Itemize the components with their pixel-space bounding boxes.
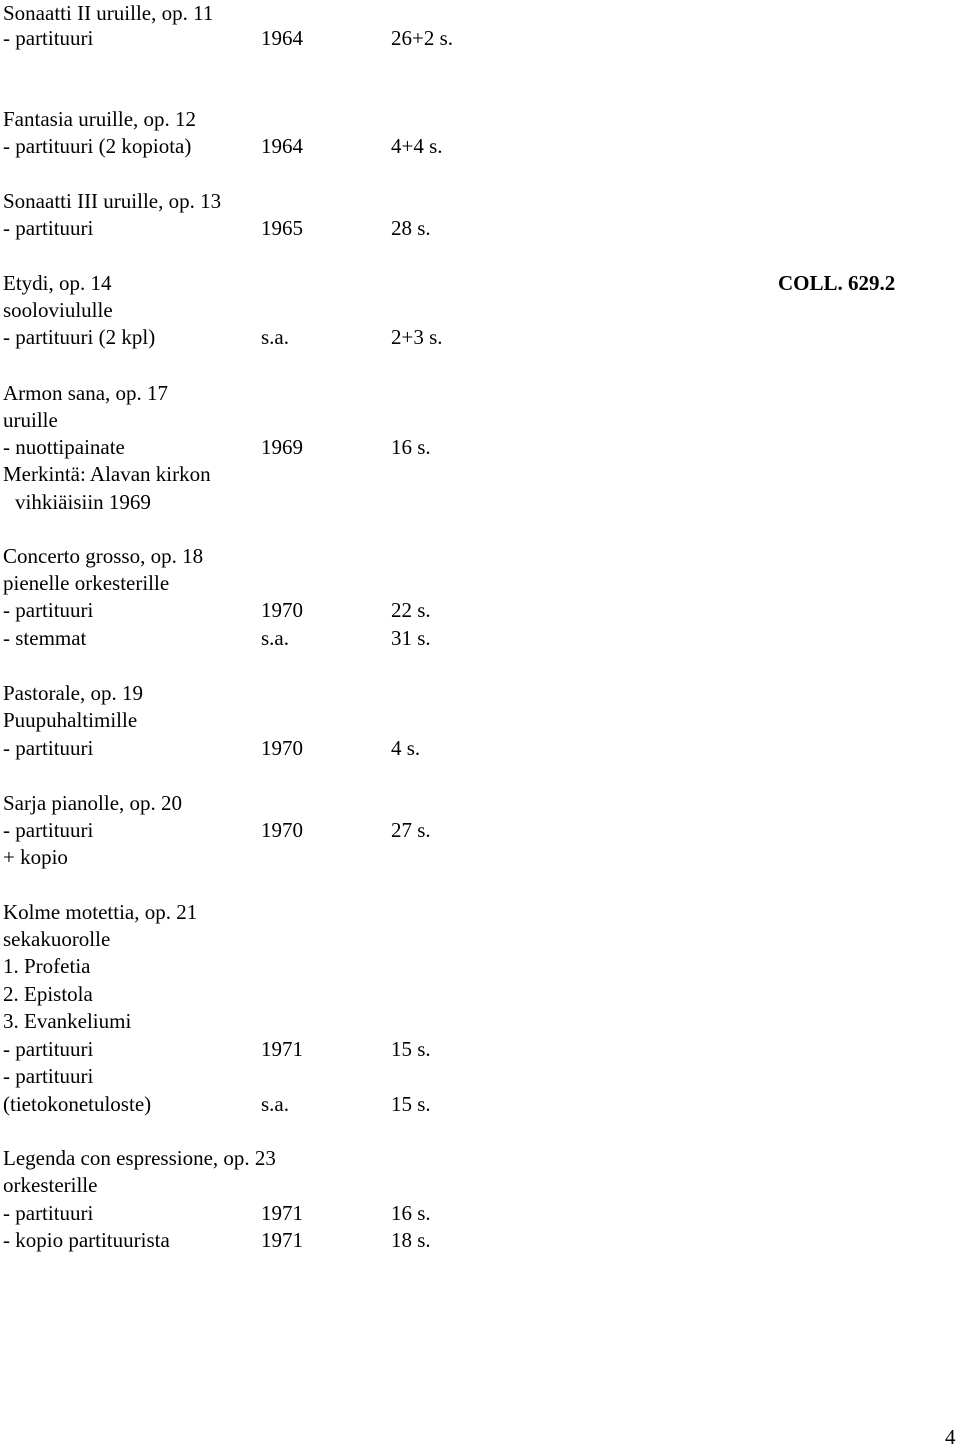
entry-year: 1964 [261,134,303,158]
catalog-line [0,543,960,570]
catalog-line [0,735,960,762]
entry-text: Armon sana, op. 17 [3,381,169,405]
catalog-line [0,707,960,734]
entry-text-indented: vihkiäisiin 1969 [15,490,151,514]
entry-text: Concerto grosso, op. 18 [3,544,204,568]
catalog-line [0,1227,960,1254]
entry-text: - partituuri [3,736,94,760]
entry-text: Legenda con espressione, op. 23 [3,1146,276,1170]
entry-text: - partituuri (2 kpl) [3,325,156,349]
entry-text: Fantasia uruille, op. 12 [3,107,197,131]
entry-text: Etydi, op. 14 [3,271,112,295]
catalog-line [0,899,960,926]
entry-text: Sonaatti III uruille, op. 13 [3,189,222,213]
entry-text: Kolme motettia, op. 21 [3,900,198,924]
entry-text: Pastorale, op. 19 [3,681,143,705]
entry-text: - kopio partituurista [3,1228,170,1252]
entry-text: - partituuri [3,1037,94,1061]
entry-year: 1969 [261,435,303,459]
catalog-line [0,380,960,407]
entry-pages: 15 s. [391,1092,431,1116]
catalog-line [0,0,960,27]
entry-text: - nuottipainate [3,435,125,459]
entry-text: Sarja pianolle, op. 20 [3,791,183,815]
entry-text: - partituuri [3,26,94,50]
entry-text: sekakuorolle [3,927,111,951]
catalog-line [0,1091,960,1118]
catalog-line [0,570,960,597]
catalog-line [0,1145,960,1172]
collection-label: COLL. 629.2 [778,271,896,295]
entry-pages: 22 s. [391,598,431,622]
entry-text: orkesterille [3,1173,98,1197]
entry-pages: 15 s. [391,1037,431,1061]
entry-pages: 16 s. [391,435,431,459]
entry-year: 1971 [261,1228,303,1252]
entry-text: - partituuri [3,818,94,842]
entry-text: uruille [3,408,58,432]
entry-year: 1970 [261,736,303,760]
catalog-line [0,106,960,133]
entry-year: 1970 [261,818,303,842]
entry-text: Puupuhaltimille [3,708,138,732]
catalog-line [0,1172,960,1199]
catalog-line [0,1008,960,1035]
entry-year: s.a. [261,1092,289,1116]
entry-year: 1971 [261,1201,303,1225]
catalog-line [0,625,960,652]
entry-text: - partituuri [3,1064,94,1088]
entry-pages: 27 s. [391,818,431,842]
catalog-line [0,324,960,351]
catalog-line [0,953,960,980]
catalog-line [0,407,960,434]
catalog-line [0,790,960,817]
entry-pages: 28 s. [391,216,431,240]
catalog-line [0,1063,960,1090]
catalog-line [0,1036,960,1063]
entry-year: 1970 [261,598,303,622]
catalog-line [0,434,960,461]
catalog-line [0,926,960,953]
entry-text: Merkintä: Alavan kirkon [3,462,211,486]
entry-text: - partituuri [3,598,94,622]
entry-year: 1971 [261,1037,303,1061]
catalog-line [0,981,960,1008]
entry-pages: 18 s. [391,1228,431,1252]
entry-pages: 2+3 s. [391,325,443,349]
entry-pages: 4 s. [391,736,421,760]
entry-pages: 31 s. [391,626,431,650]
entry-pages: 26+2 s. [391,26,454,50]
entry-text: pienelle orkesterille [3,571,170,595]
catalog-line [0,597,960,624]
entry-text: 1. Profetia [3,954,91,978]
entry-text: - partituuri [3,1201,94,1225]
catalog-line [0,844,960,871]
entry-text: 2. Epistola [3,982,93,1006]
entry-year: 1965 [261,216,303,240]
entry-text: - partituuri [3,216,94,240]
catalog-line [0,680,960,707]
catalog-line [0,215,960,242]
catalog-line [0,489,960,516]
entry-text: Sonaatti II uruille, op. 11 [3,1,214,25]
entry-pages: 4+4 s. [391,134,443,158]
catalog-line [0,297,960,324]
catalog-line [0,1200,960,1227]
entry-text: (tietokonetuloste) [3,1092,152,1116]
entry-year: s.a. [261,325,289,349]
entry-text: sooloviululle [3,298,113,322]
entry-text: - stemmat [3,626,87,650]
entry-text: - partituuri (2 kopiota) [3,134,192,158]
catalog-line [0,133,960,160]
entry-year: 1964 [261,26,303,50]
catalog-line [0,188,960,215]
catalog-line [0,25,960,52]
catalog-line [0,461,960,488]
entry-pages: 16 s. [391,1201,431,1225]
entry-year: s.a. [261,626,289,650]
page-number: 4 [945,1425,956,1449]
entry-text: 3. Evankeliumi [3,1009,132,1033]
entry-text: + kopio [3,845,68,869]
catalog-line [0,817,960,844]
